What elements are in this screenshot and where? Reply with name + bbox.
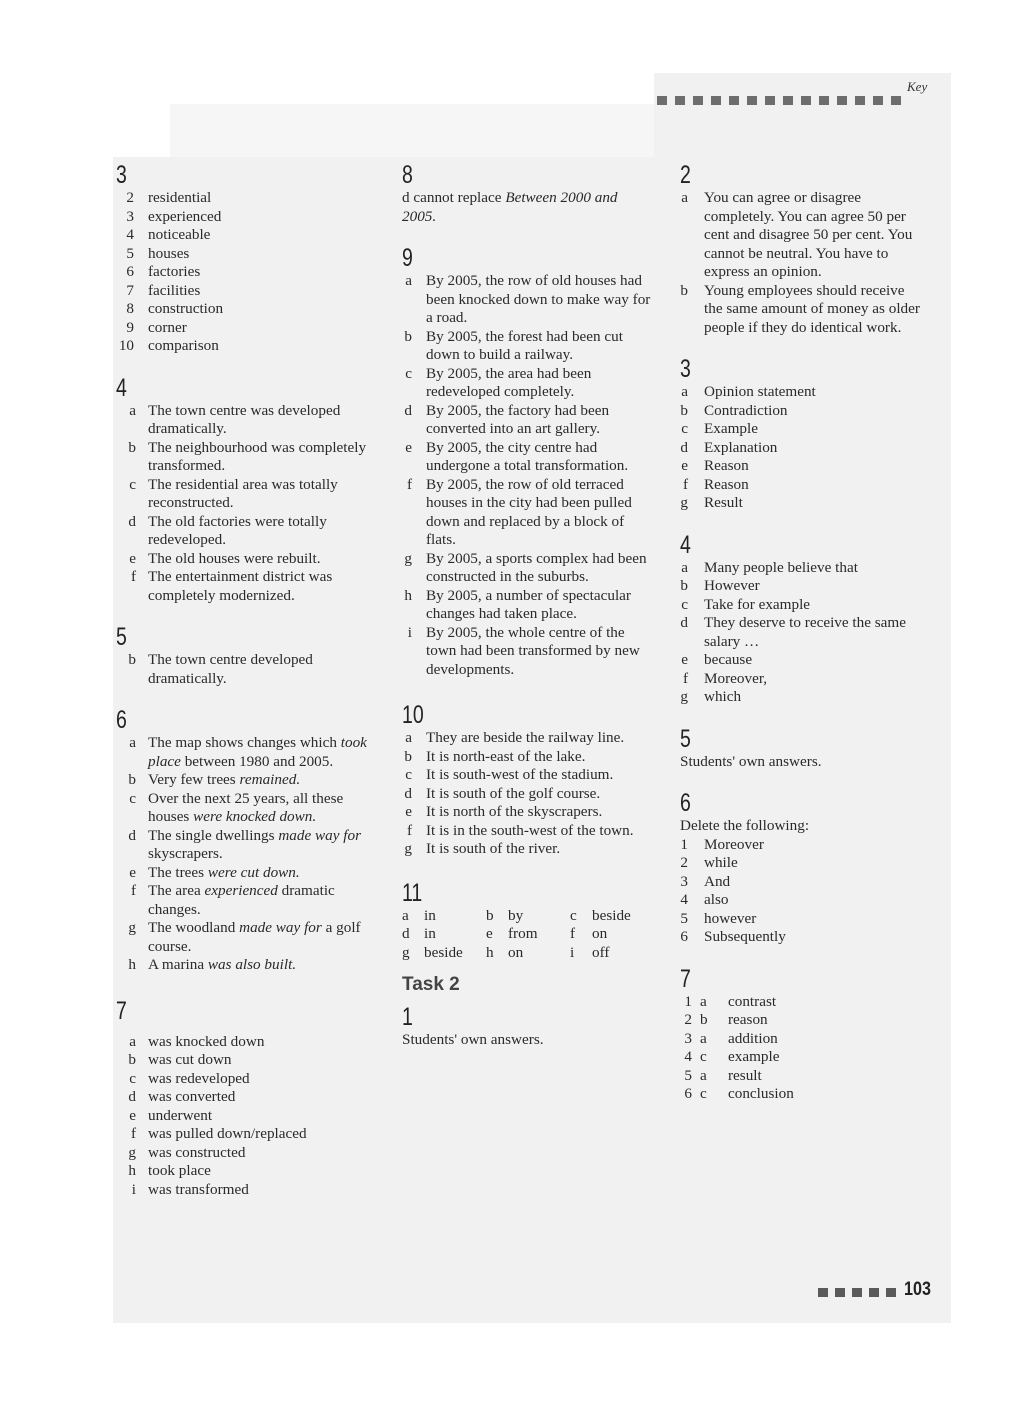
item-text: Explanation [704,438,778,456]
item-text: facilities [148,281,201,299]
item-part: a [700,1066,707,1084]
item-label: f [406,821,412,839]
item-label: c [681,420,688,437]
item-label: f [130,568,136,585]
item-label: b [404,747,412,765]
exercise-number: 4 [680,530,691,559]
exercise-9-list [402,272,654,679]
item-label: c [129,475,136,493]
list-item [116,189,376,208]
item-label: e [405,438,412,456]
item-label: e [129,549,136,567]
item-text: because [704,651,753,668]
exercise-number: 7 [116,996,127,1025]
item-part: 5 [684,1066,692,1084]
item-text: By 2005, the forest had been cut down to build a railway. [426,327,623,363]
exercise-5-list [116,651,376,688]
exercise-number: 1 [402,1002,413,1031]
list-item [680,854,920,873]
list-item [680,402,920,421]
header-key-label: Key [907,79,928,94]
item-label: e [129,1106,136,1124]
list-item [116,208,376,227]
item-text: however [704,909,757,927]
exercise-number: 9 [402,244,413,272]
item-label: 6 [126,263,134,280]
list-item [680,928,920,947]
list-item [402,624,654,680]
exercise-number: 6 [680,789,691,817]
item-text: The town centre was developed dramatically. [148,401,341,437]
item-label: a [129,1032,136,1050]
item-label: b [128,651,136,668]
item-label: d [680,614,688,631]
item-part: reason [728,1011,768,1028]
list-item [116,1125,376,1144]
list-item [680,596,920,615]
list-item [116,651,376,688]
list-item [116,568,376,605]
list-item [116,476,376,513]
list-item [116,245,376,264]
list-item [680,457,920,476]
item-label: d [128,1088,136,1105]
grid-answer: from [508,925,538,942]
item-label: h [128,1162,136,1179]
grid-label: d [402,925,410,942]
list-item [402,365,654,402]
grid-label: c [570,906,577,924]
item-text: The old factories were totally redeveloped. [148,512,327,548]
list-item [116,1070,376,1089]
item-text: By 2005, the city centre had undergone a total transformation. [426,438,629,474]
list-item [680,1011,920,1030]
item-text: Take for example [704,595,811,613]
item-text: They deserve to receive the same salary … [704,614,906,650]
item-text: Result [704,494,743,511]
list-item [680,577,920,596]
item-label: a [129,401,136,419]
item-part: 2 [684,1011,692,1028]
item-label: 1 [680,835,688,853]
list-item [680,910,920,929]
list-item [680,1030,920,1049]
item-label: d [680,438,688,456]
item-part: contrast [728,992,777,1010]
task2-answer: Students' own answers. [402,1030,544,1048]
item-text: It is south of the golf course. [426,784,601,802]
item-text: which [704,688,742,705]
list-item [680,420,920,439]
list-item [116,337,376,356]
list-item [402,766,654,785]
item-text: You can agree or disagree completely. You can agree 50 per cent and disagree 50 per cent. You cannot be neutral. You have to express an opinion. [704,189,913,280]
item-label: f [682,475,688,493]
list-item [116,1144,376,1163]
item-text: was transformed [148,1180,249,1198]
item-label: a [405,272,412,289]
list-item [402,476,654,550]
item-label: 9 [126,318,134,336]
list-item [116,550,376,569]
grid-label: h [486,943,494,961]
item-text: underwent [148,1106,213,1124]
grid-answer: on [508,943,524,961]
grid-answer: in [424,925,436,942]
list-item [680,1067,920,1086]
item-label: 6 [680,928,688,945]
item-label: f [682,669,688,687]
item-text: was cut down [148,1051,232,1068]
item-label: c [405,364,412,382]
list-item [116,1181,376,1200]
item-text: residential [148,189,212,206]
grid-answer: by [508,906,524,924]
item-text: experienced [148,207,222,225]
item-text: By 2005, the factory had been converted into an art gallery. [426,401,610,437]
item-text: Moreover, [704,669,768,687]
item-text: was knocked down [148,1032,265,1050]
list-item [116,263,376,282]
item-text: factories [148,263,201,280]
item-label: 3 [680,872,688,890]
item-label: i [407,623,412,641]
exercise-6-intro: Delete the following: [680,817,810,834]
list-item [116,1051,376,1070]
item-text: They are beside the railway line. [426,729,625,746]
list-item: e The trees were cut down. [129,863,300,881]
exercise-10-list [402,729,654,859]
exercise-2-list [680,189,920,337]
item-text: By 2005, the row of old terraced houses in the city had been pulled down and replaced by a block of flats. [426,475,632,548]
list-item [680,670,920,689]
list-item [116,402,376,439]
list-item: b Very few trees remained. [128,771,301,788]
item-part: 3 [684,1029,692,1047]
list-item [680,891,920,910]
list-item [680,1085,920,1104]
item-text: It is south-west of the stadium. [426,766,614,783]
item-label: 10 [118,337,134,354]
list-item [402,748,654,767]
column-2 [402,161,654,1049]
item-part: a [700,1029,707,1047]
list-item [680,688,920,707]
item-text: By 2005, the whole centre of the town had been transformed by new developments. [426,623,640,678]
item-part: c [700,1085,707,1102]
item-label: a [681,558,688,576]
item-label: b [404,327,412,345]
exercise-number: 6 [116,706,127,734]
list-item [116,1162,376,1181]
item-label: d [404,784,412,802]
item-text: construction [148,300,224,317]
list-item [402,439,654,476]
item-text: Reason [704,457,749,474]
column-1 [116,161,376,1199]
list-item [680,1048,920,1067]
list-item [680,651,920,670]
item-text: while [704,854,738,871]
exercise-6-list [680,836,920,947]
item-label: f [130,1125,136,1142]
list-item [402,587,654,624]
item-label: a [681,383,688,400]
list-item [680,439,920,458]
item-text: Moreover [704,835,764,853]
item-part: b [700,1011,708,1028]
exercise-number: 3 [680,355,691,383]
item-text: comparison [148,337,219,354]
list-item [680,494,920,513]
item-label: b [680,281,688,299]
item-text: was converted [148,1088,236,1105]
task-heading: Task 2 [402,974,460,995]
grid-label: i [570,943,575,961]
exercise-3-list [116,189,376,356]
item-label: e [405,803,412,820]
list-item [402,272,654,328]
column-3 [680,161,920,1104]
item-part: 6 [684,1085,692,1102]
exercise-number: 11 [402,878,423,907]
item-text: It is south of the river. [426,840,561,857]
list-item [680,476,920,495]
item-label: 2 [126,189,134,206]
item-label: h [404,586,412,604]
item-part: result [728,1066,762,1084]
item-text: Reason [704,475,749,493]
grid-answer: off [592,943,610,961]
item-text: The town centre developed dramatically. [148,651,313,687]
item-part: conclusion [728,1085,794,1102]
list-item [116,1107,376,1126]
footer-decoration [818,1288,896,1297]
exercise-number: 2 [680,161,691,189]
item-label: b [128,438,136,456]
list-item [116,300,376,319]
item-label: 4 [126,226,134,243]
list-item [680,282,920,338]
item-label: 2 [680,854,688,871]
item-text: houses [148,244,190,262]
list-item [116,439,376,476]
item-text: Subsequently [704,928,786,945]
item-text: The entertainment district was completely modernized. [148,568,333,604]
item-label: g [404,840,412,857]
list-item: g The woodland made way for a golf course. [128,919,361,955]
exercise-3-list [680,383,920,513]
item-part: c [700,1048,707,1065]
list-item [116,226,376,245]
list-item [116,282,376,301]
item-label: g [680,688,688,705]
item-label: d [128,512,136,530]
list-item [116,1033,376,1052]
list-item [116,1088,376,1107]
list-item [402,822,654,841]
item-label: c [405,766,412,783]
list-item [680,559,920,578]
list-item [680,614,920,651]
item-text: The old houses were rebuilt. [148,549,321,567]
item-part: 1 [684,992,692,1010]
item-text: Opinion statement [704,383,816,400]
grid-answer: in [424,906,436,924]
grid-label: g [402,943,410,961]
list-item [402,550,654,587]
item-label: e [681,651,688,668]
list-item [680,189,920,282]
item-label: d [404,401,412,419]
item-text: By 2005, a number of spectacular changes had taken place. [426,586,631,622]
item-text: Many people believe that [704,558,858,576]
list-item [680,873,920,892]
item-text: took place [148,1162,211,1179]
item-text: Young employees should receive the same amount of money as older people if they do identical work. [704,281,920,336]
item-text: And [704,872,731,890]
item-label: c [129,1069,136,1087]
item-label: b [128,1051,136,1068]
item-text: was redeveloped [148,1069,250,1087]
grid-label: a [402,906,409,924]
list-item [680,993,920,1012]
list-item: f The area experienced dramatic changes. [130,882,335,918]
exercise-number: 10 [402,701,424,729]
item-text: The residential area was totally reconstructed. [148,475,338,511]
item-label: a [405,729,412,746]
list-item [680,836,920,855]
list-item [116,319,376,338]
exercise-5-answer: Students' own answers. [680,752,822,770]
item-text: It is north-east of the lake. [426,747,586,765]
item-text: By 2005, the row of old houses had been knocked down to make way for a road. [426,272,651,326]
item-text: Example [704,420,758,437]
item-text: was constructed [148,1143,246,1161]
exercise-11-grid [402,907,654,963]
item-label: c [681,595,688,613]
exercise-number: 4 [116,373,127,402]
item-label: f [406,475,412,493]
list-item [402,729,654,748]
exercise-7-list [116,1033,376,1200]
list-item: c Over the next 25 years, all these houses were knocked down. [129,789,344,825]
item-label: a [681,189,688,206]
exercise-4-list [116,402,376,606]
item-label: 3 [126,207,134,225]
item-label: 8 [126,300,134,317]
list-item [680,383,920,402]
item-label: 7 [126,281,134,299]
list-item [402,328,654,365]
item-text: also [704,891,729,908]
list-item [116,513,376,550]
exercise-number: 7 [680,964,691,993]
item-text: Contradiction [704,401,788,419]
item-label: g [404,549,412,567]
item-part: example [728,1048,780,1065]
item-text: The neighbourhood was completely transformed. [148,438,367,474]
item-label: b [680,401,688,419]
item-part: 4 [684,1048,692,1065]
list-item [402,402,654,439]
item-text: corner [148,318,187,336]
item-label: 5 [680,909,688,927]
exercise-6-list [116,734,376,975]
item-text: However [704,577,760,594]
exercise-number: 8 [402,161,413,189]
list-item: d The single dwellings made way for skyscrapers. [128,826,362,862]
item-label: b [680,577,688,594]
grid-answer: beside [424,943,463,961]
item-text: By 2005, the area had been redeveloped completely. [426,364,592,400]
grid-label: b [486,906,494,924]
grid-answer: beside [592,906,631,924]
item-label: i [131,1180,136,1198]
exercise-4-list [680,559,920,707]
grid-label: f [570,925,576,942]
grid-answer: on [592,925,608,942]
item-label: e [681,457,688,474]
exercise-number: 5 [116,623,127,651]
item-part: a [700,992,707,1010]
exercise-8-answer: d cannot replace Between 2000 and 2005. [402,189,618,225]
exercise-number: 3 [116,161,127,189]
exercise-number: 5 [680,724,691,753]
list-item: a The map shows changes which took place between 1980 and 2005. [129,734,367,770]
item-text: was pulled down/replaced [148,1125,307,1142]
exercise-7-list [680,993,920,1104]
grid-label: e [486,925,493,942]
item-text: It is north of the skyscrapers. [426,803,603,820]
item-label: 5 [126,244,134,262]
list-item [402,785,654,804]
item-text: noticeable [148,226,211,243]
item-label: g [680,494,688,511]
item-part: addition [728,1029,778,1047]
item-label: 4 [680,891,688,908]
page-number: 103 [904,1279,931,1300]
header-decoration [657,96,901,106]
list-item [402,840,654,859]
page-margin-blank-inner [170,104,654,157]
list-item [402,803,654,822]
item-label: g [128,1143,136,1161]
item-text: It is in the south-west of the town. [426,821,634,839]
item-text: By 2005, a sports complex had been constructed in the suburbs. [426,549,647,585]
list-item: h A marina was also built. [128,956,297,973]
